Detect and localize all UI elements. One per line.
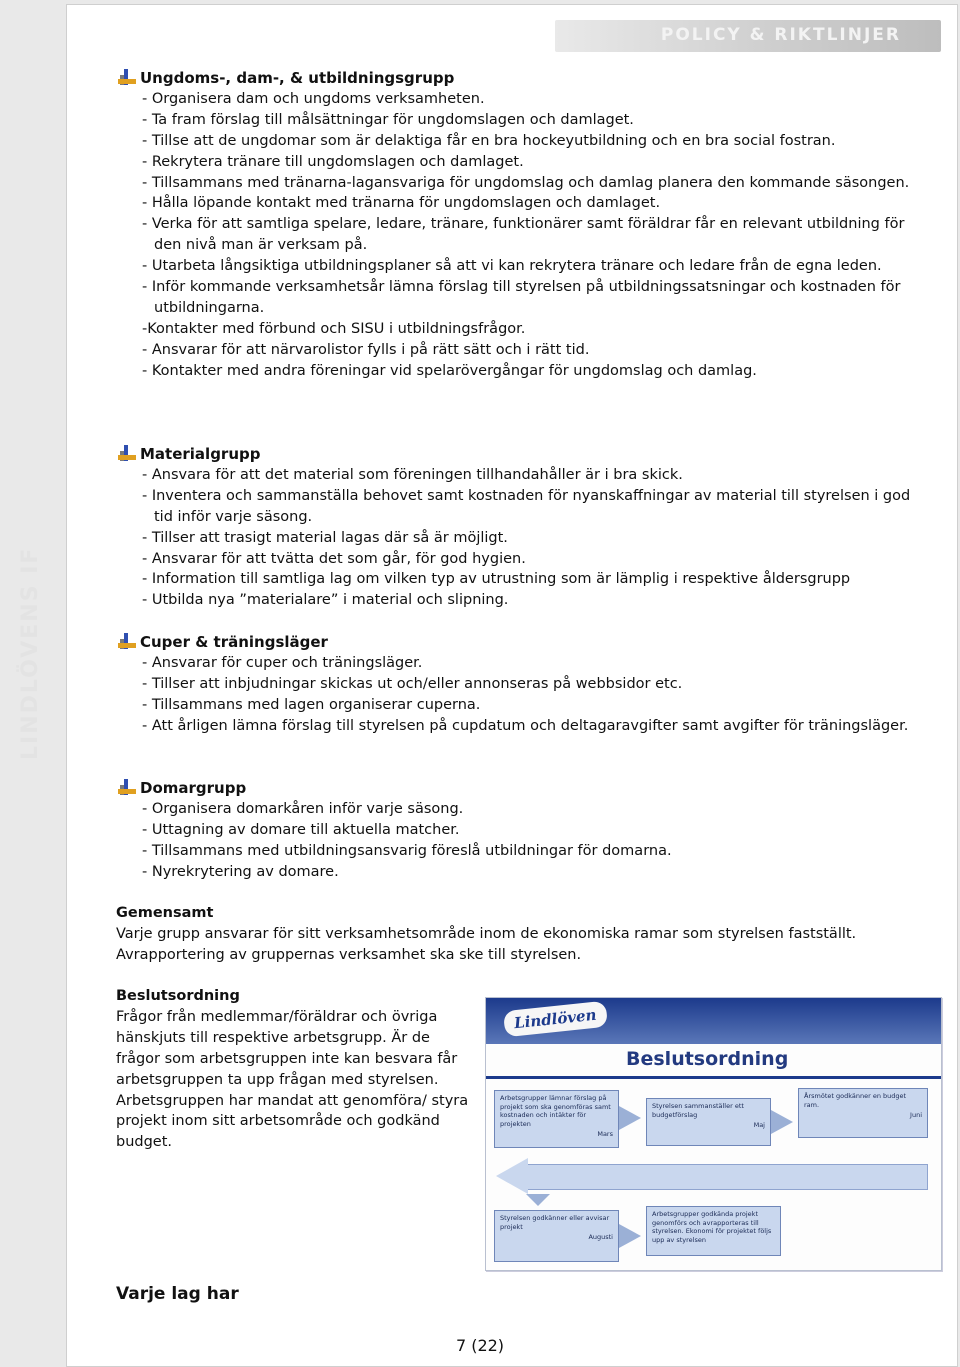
list-item: - Tillsammans med utbildningsansvarig föreslå utbildningar för domarna. xyxy=(142,842,672,859)
section-items xyxy=(142,89,928,382)
bullet-flag-icon xyxy=(118,69,136,87)
section-heading-row xyxy=(118,632,928,653)
bullet-flag-icon xyxy=(118,445,136,463)
flow-box-month: Maj xyxy=(753,1121,765,1129)
list-item: - Utbilda nya ”materialare” i material och slipning. xyxy=(142,592,509,609)
gemensamt-text: Varje grupp ansvarar för sitt verksamhetsområde inom de ekonomiska ramar som styrelsen fastställt. Avrapportering av gruppernas verksamhet ska ske till styrelsen. xyxy=(116,925,857,963)
list-item: - Inför kommande verksamhetsår lämna förslag till styrelsen på utbildningssatsningar och kostnaden för utbildningarna. xyxy=(142,279,901,316)
section-material xyxy=(118,444,928,611)
flow-box xyxy=(494,1210,619,1262)
slide-rule xyxy=(486,1076,941,1079)
flow-box-text: Årsmötet godkänner en budget ram. xyxy=(804,1092,907,1109)
beslutsordning-text: Frågor från medlemmar/föräldrar och övriga hänskjuts till respektive arbetsgrupp. Är de frågor som arbetsgruppen inte kan besvara får arbetsgruppen ta upp frågan med styrelsen. Arbetsgruppen har mandat att genomföra/ styra projekt inom sitt arbetsområde och godkänd budget. xyxy=(116,1008,469,1151)
flow-box-text: Styrelsen sammanställer ett budgetförslag xyxy=(652,1102,744,1119)
club-logo: Lindlöven xyxy=(503,1001,608,1038)
beslutsordning-block xyxy=(116,986,478,1153)
section-heading: Ungdoms-, dam-, & utbildningsgrupp xyxy=(140,69,455,87)
header-tab-label: POLICY & RIKTLINJER xyxy=(660,25,901,45)
return-arrow-band xyxy=(526,1164,928,1190)
list-item: - Ansvarar för cuper och träningsläger. xyxy=(142,654,423,671)
list-item: - Information till samtliga lag om vilken typ av utrustning som är lämplig i respektive åldersgrupp xyxy=(142,571,851,588)
flow-box-text: Arbetsgrupper godkända projekt genomförs och avrapporteras till styrelsen. Ekonomi för projektet följs upp av styrelsen xyxy=(652,1210,772,1244)
section-items xyxy=(142,465,928,611)
list-item: - Ansvarar för att närvarolistor fylls i på rätt sätt och i rätt tid. xyxy=(142,341,590,358)
list-item: - Hålla löpande kontakt med tränarna för ungdomslagen och damlaget. xyxy=(142,195,661,212)
flow-box xyxy=(494,1090,619,1148)
section-heading-row xyxy=(118,778,928,799)
list-item: -Kontakter med förbund och SISU i utbildningsfrågor. xyxy=(142,320,526,337)
flow-box-month: Augusti xyxy=(588,1233,613,1241)
list-item: - Tillsammans med lagen organiserar cuperna. xyxy=(142,696,481,713)
section-heading: Materialgrupp xyxy=(140,445,261,463)
arrow-right-icon xyxy=(771,1110,793,1134)
page-number: 7 (22) xyxy=(455,1336,505,1355)
arrow-left-icon xyxy=(496,1158,528,1194)
section-ungdoms xyxy=(118,68,928,382)
section-heading: Cuper & träningsläger xyxy=(140,633,328,651)
section-items xyxy=(142,799,928,883)
list-item: - Uttagning av domare till aktuella matcher. xyxy=(142,821,460,838)
flow-box xyxy=(646,1206,781,1256)
list-item: - Ansvarar för att tvätta det som går, för god hygien. xyxy=(142,550,526,567)
flow-box xyxy=(646,1098,771,1146)
bullet-flag-icon xyxy=(118,633,136,651)
gemensamt-block xyxy=(116,903,906,966)
arrow-right-icon xyxy=(619,1106,641,1130)
list-item: - Utarbeta långsiktiga utbildningsplaner så att vi kan rekrytera tränare och ledare från de egna leden. xyxy=(142,258,882,275)
list-item: - Tillser att trasigt material lagas där så är möjligt. xyxy=(142,529,508,546)
list-item: - Organisera dam och ungdoms verksamheten. xyxy=(142,90,485,107)
list-item: - Att årligen lämna förslag till styrelsen på cupdatum och deltagaravgifter samt avgifter för träningsläger. xyxy=(142,717,909,734)
list-item: - Tillser att inbjudningar skickas ut och/eller annonseras på webbsidor etc. xyxy=(142,675,683,692)
section-heading-row xyxy=(118,68,928,89)
side-label: LINDLÖVENS IF xyxy=(18,546,43,760)
list-item: - Organisera domarkåren inför varje säsong. xyxy=(142,800,464,817)
flow-box xyxy=(798,1088,928,1138)
arrow-down-icon xyxy=(526,1194,550,1206)
flow-box-text: Styrelsen godkänner eller avvisar projekt xyxy=(500,1214,610,1231)
list-item: - Tillsammans med tränarna-lagansvariga för ungdomslag och damlag planera den kommande säsongen. xyxy=(142,174,910,191)
list-item: - Ansvara för att det material som föreningen tillhandahåller är i bra skick. xyxy=(142,466,683,483)
list-item: - Inventera och sammanställa behovet samt kostnaden för nyanskaffningar av material till styrelsen i god tid inför varje säsong. xyxy=(142,487,911,525)
list-item: - Rekrytera tränare till ungdomslagen och damlaget. xyxy=(142,153,524,170)
beslutsordning-diagram xyxy=(485,997,942,1271)
section-items xyxy=(142,653,928,737)
section-heading: Domargrupp xyxy=(140,779,247,797)
header-tab xyxy=(555,20,941,52)
footer-heading-text: Varje lag har xyxy=(116,1284,239,1304)
list-item: - Tillse att de ungdomar som är delaktiga får en bra hockeyutbildning och en bra social fostran. xyxy=(142,132,836,149)
list-item: - Nyrekrytering av domare. xyxy=(142,863,339,880)
beslutsordning-title: Beslutsordning xyxy=(116,988,240,1004)
flow-box-month: Juni xyxy=(910,1111,922,1119)
section-domar xyxy=(118,778,928,883)
bullet-flag-icon xyxy=(118,779,136,797)
slide-title: Beslutsordning xyxy=(626,1048,789,1070)
arrow-right-icon xyxy=(619,1224,641,1248)
flow-box-text: Arbetsgrupper lämnar förslag på projekt som ska genomföras samt kostnaden och intäkter för projekten xyxy=(500,1094,611,1128)
section-heading-row xyxy=(118,444,928,465)
flow-box-month: Mars xyxy=(597,1130,613,1138)
section-cuper xyxy=(118,632,928,737)
footer-heading xyxy=(116,1284,239,1305)
list-item: - Verka för att samtliga spelare, ledare, tränare, funktionärer samt föräldrar får en relevant utbildning för den nivå man är verksam på. xyxy=(142,216,905,254)
gemensamt-title: Gemensamt xyxy=(116,905,214,921)
list-item: - Kontakter med andra föreningar vid spelarövergångar för ungdomslag och damlag. xyxy=(142,362,757,379)
list-item: - Ta fram förslag till målsättningar för ungdomslagen och damlaget. xyxy=(142,111,634,128)
